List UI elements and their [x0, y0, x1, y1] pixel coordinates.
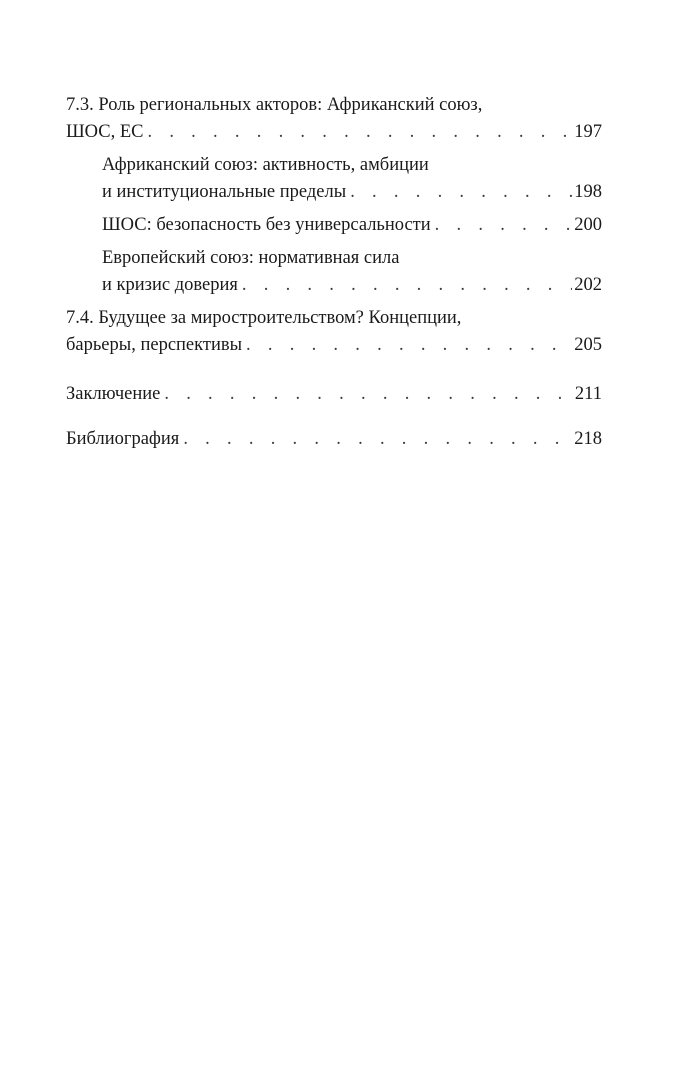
toc-entry-7-4	[66, 305, 602, 359]
toc-entry-last-line	[66, 381, 602, 408]
toc-page-number: 211	[574, 384, 602, 404]
dot-leader	[164, 381, 573, 408]
table-of-contents	[66, 92, 602, 453]
dot-leader	[242, 272, 572, 299]
toc-entry-last-line	[66, 426, 602, 453]
toc-entry-last-line	[102, 272, 602, 299]
toc-entry-title-continuation: и кризис доверия	[102, 275, 238, 295]
toc-entry-last-line	[102, 212, 602, 239]
toc-entry-european-union	[66, 245, 602, 299]
toc-entry-african-union	[66, 152, 602, 206]
toc-entry-bibliography	[66, 426, 602, 453]
toc-entry-conclusion	[66, 381, 602, 408]
toc-page-number: 202	[574, 275, 602, 295]
toc-entry-sco	[66, 212, 602, 239]
dot-leader	[246, 332, 572, 359]
toc-entry-last-line	[66, 332, 602, 359]
toc-entry-title-continuation: и институциональные пределы	[102, 182, 347, 202]
toc-page-number: 205	[574, 335, 602, 355]
dot-leader	[435, 212, 573, 239]
toc-entry-7-3	[66, 92, 602, 146]
toc-entry-title: Библиография	[66, 429, 180, 449]
toc-page-number: 198	[574, 182, 602, 202]
toc-entry-last-line	[102, 179, 602, 206]
toc-entry-title: ШОС: безопасность без универсальности	[102, 215, 431, 235]
dot-leader	[147, 119, 572, 146]
toc-entry-title-continuation: барьеры, перспективы	[66, 335, 243, 355]
dot-leader	[350, 179, 572, 206]
toc-entry-title-line: 7.3. Роль региональных акторов: Африканский союз,	[66, 95, 483, 115]
toc-entry-title-continuation: ШОС, ЕС	[66, 122, 144, 142]
toc-page-number: 200	[574, 215, 602, 235]
toc-entry-title-line: Африканский союз: активность, амбиции	[102, 155, 429, 175]
toc-entry-title-line: Европейский союз: нормативная сила	[102, 248, 400, 268]
toc-entry-last-line	[66, 119, 602, 146]
toc-entry-title: Заключение	[66, 384, 161, 404]
dot-leader	[183, 426, 572, 453]
toc-page-number: 197	[574, 122, 602, 142]
toc-page-number: 218	[574, 429, 602, 449]
toc-entry-title-line: 7.4. Будущее за миростроительством? Концепции,	[66, 308, 462, 328]
